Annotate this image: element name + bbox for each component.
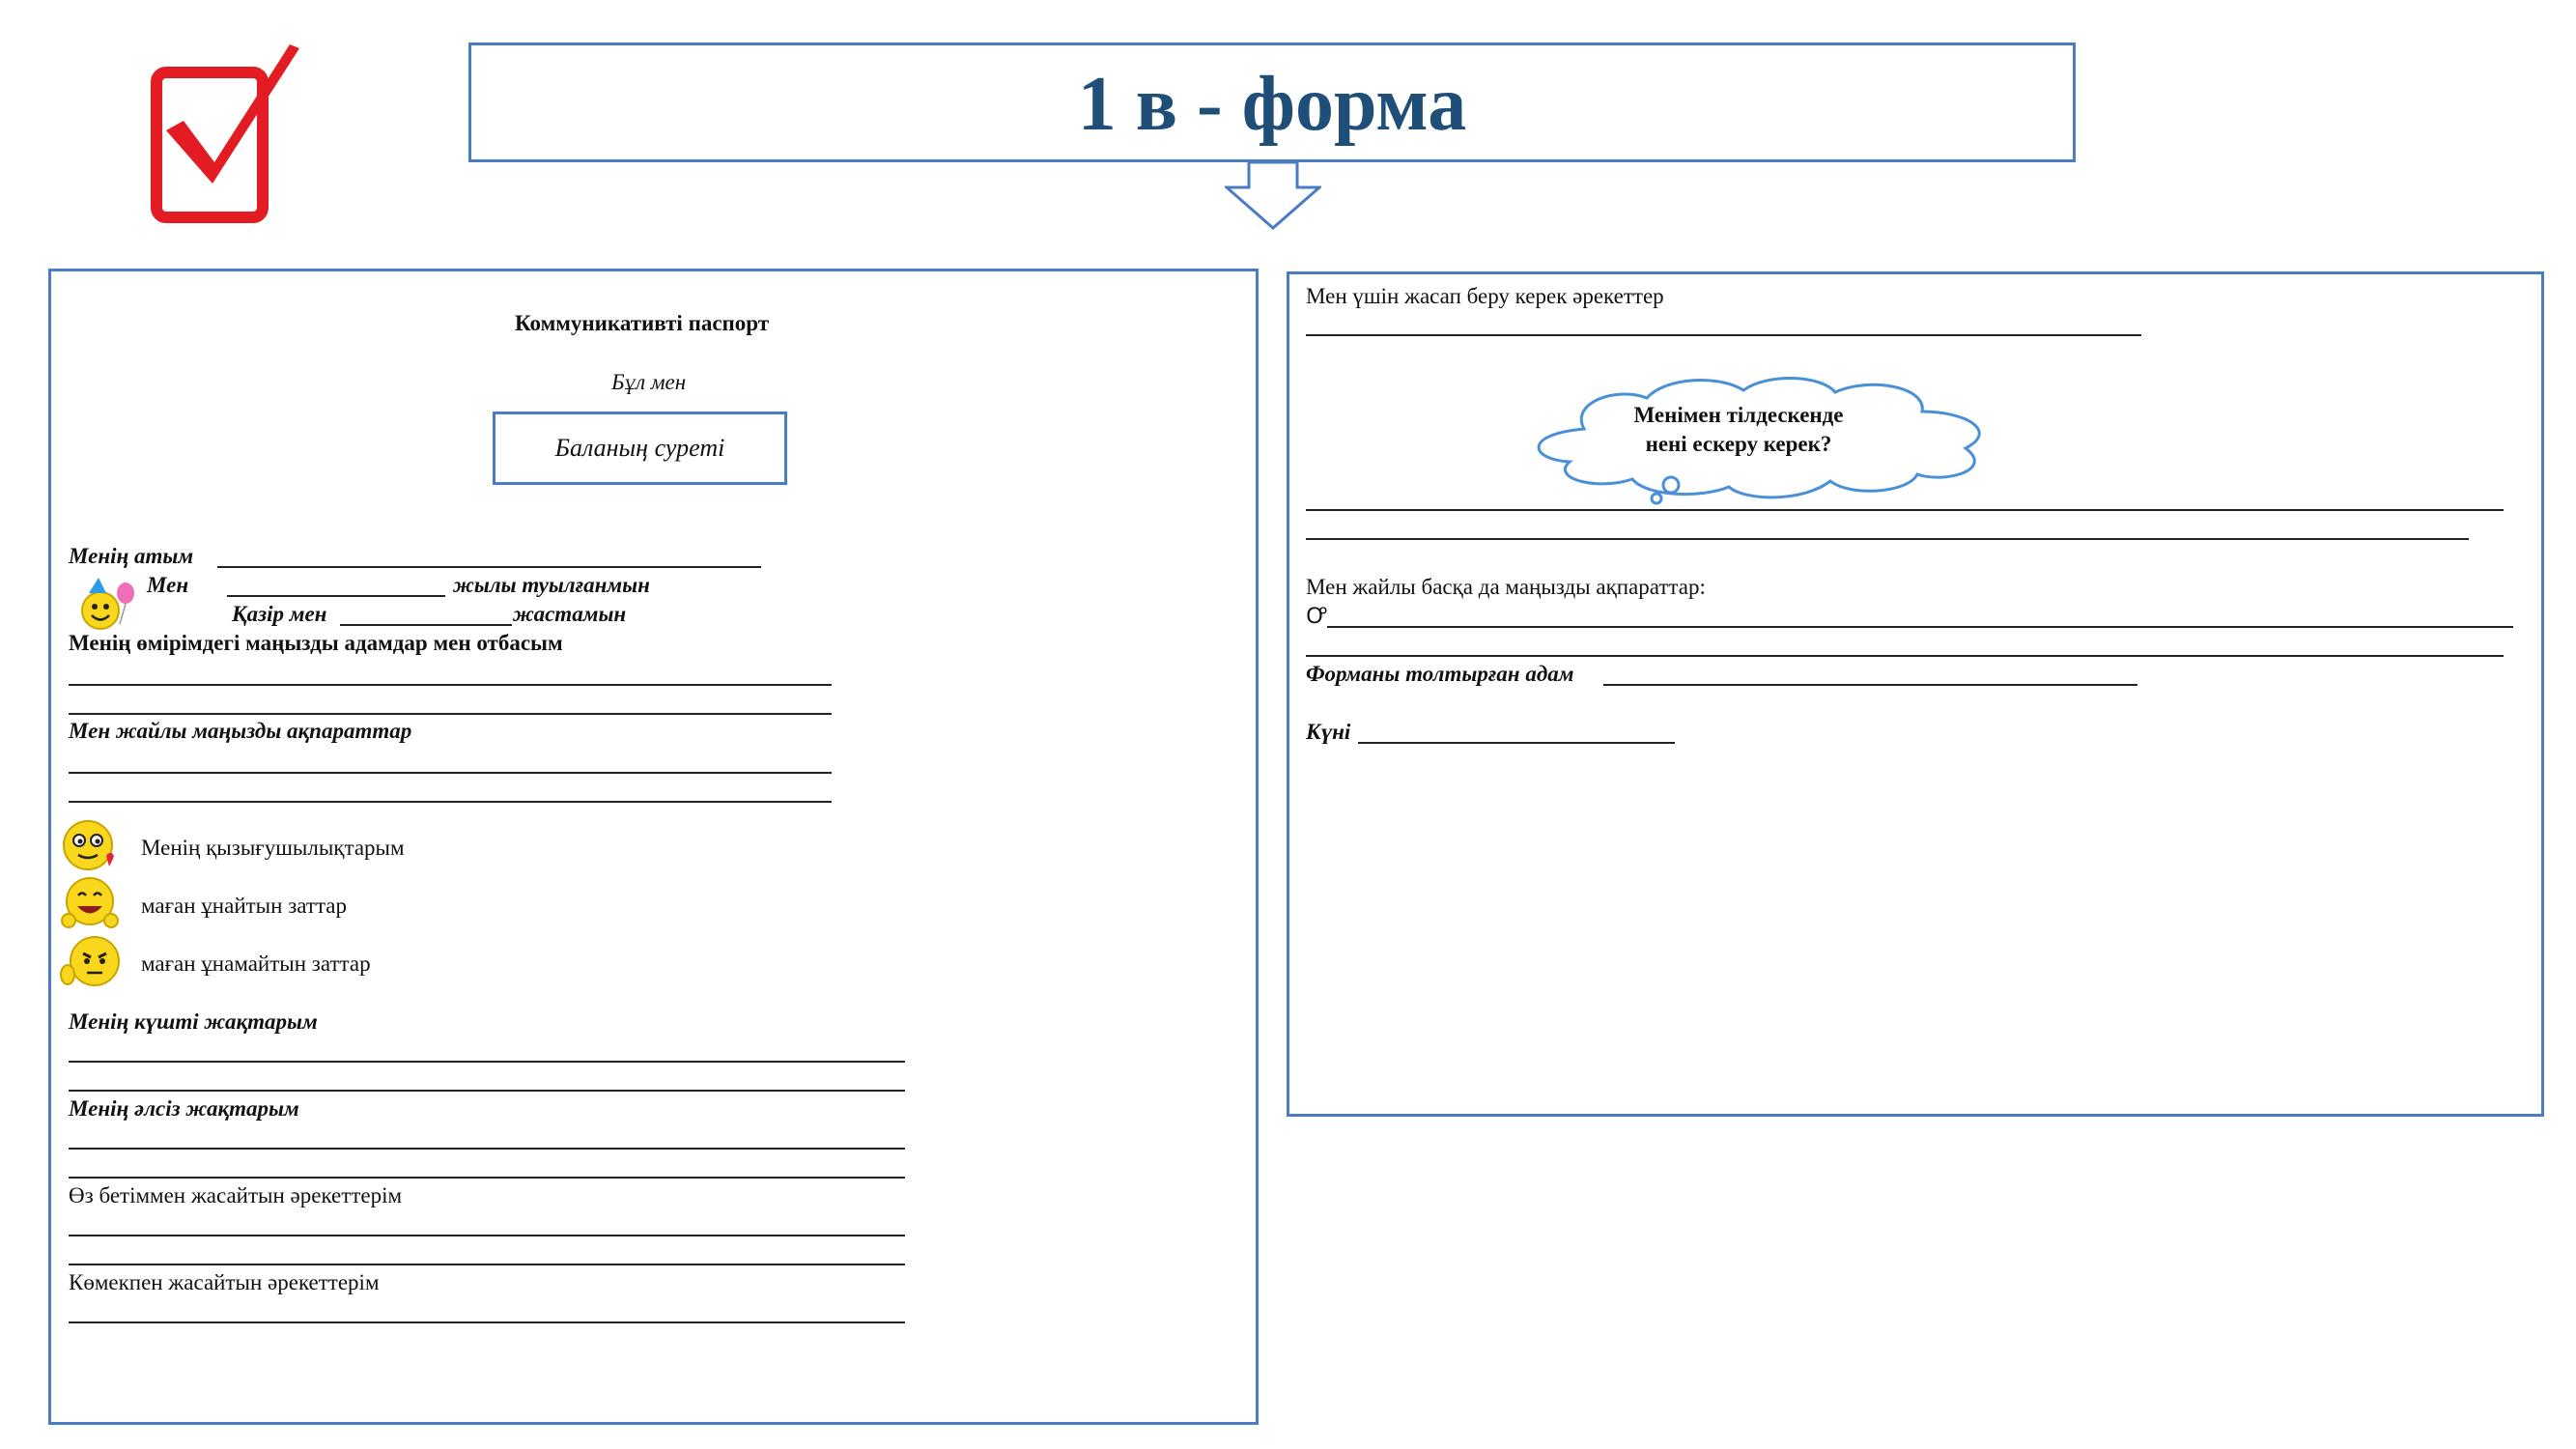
independent-line-1[interactable] bbox=[69, 1235, 905, 1236]
born-suffix: жылы туылғанмын bbox=[453, 573, 650, 597]
date-line[interactable] bbox=[1358, 742, 1675, 744]
filled-by-line[interactable] bbox=[1603, 684, 2137, 686]
age-suffix: жастамын bbox=[513, 602, 627, 626]
likes-label: маған ұнайтын заттар bbox=[141, 894, 347, 918]
family-line-1[interactable] bbox=[69, 684, 832, 686]
weaknesses-line-2[interactable] bbox=[69, 1177, 905, 1179]
name-line[interactable] bbox=[217, 566, 761, 568]
info-label: Мен жайлы маңызды ақпараттар bbox=[69, 719, 412, 743]
happy-emoji-icon bbox=[61, 874, 119, 932]
passport-subheading: Бұл мен bbox=[611, 370, 687, 394]
do-for-me-line[interactable] bbox=[1306, 334, 2141, 336]
age-line[interactable] bbox=[340, 624, 512, 626]
communication-line-2[interactable] bbox=[1306, 538, 2469, 540]
weaknesses-line-1[interactable] bbox=[69, 1148, 905, 1150]
birth-year-line[interactable] bbox=[227, 595, 445, 597]
info-line-2[interactable] bbox=[69, 801, 832, 803]
independent-label: Өз бетіммен жасайтын әрекеттерім bbox=[69, 1183, 403, 1208]
independent-line-2[interactable] bbox=[69, 1264, 905, 1265]
angry-emoji-icon bbox=[58, 932, 122, 990]
down-arrow-icon bbox=[1225, 160, 1321, 230]
dislikes-label: маған ұнамайтын заттар bbox=[141, 952, 371, 976]
other-info-label: Мен жайлы басқа да маңызды ақпараттар: bbox=[1306, 575, 1706, 599]
party-emoji-icon bbox=[75, 576, 137, 632]
assisted-line-1[interactable] bbox=[69, 1321, 905, 1323]
strengths-line-2[interactable] bbox=[69, 1090, 905, 1092]
passport-heading: Коммуникативті паспорт bbox=[515, 311, 770, 335]
date-label: Күні bbox=[1306, 720, 1351, 744]
communication-line-1[interactable] bbox=[1306, 509, 2504, 511]
checkmark-icon bbox=[145, 39, 314, 227]
filled-by-label: Форманы толтырған адам bbox=[1306, 662, 1574, 686]
name-label: Менің атым bbox=[69, 544, 194, 568]
age-prefix: Қазір мен bbox=[232, 602, 327, 626]
strengths-line-1[interactable] bbox=[69, 1061, 905, 1063]
love-emoji-icon bbox=[61, 816, 119, 874]
family-line-2[interactable] bbox=[69, 713, 832, 715]
do-for-me-label: Мен үшін жасап беру керек әрекеттер bbox=[1306, 284, 1664, 308]
strengths-label: Менің күшті жақтарым bbox=[69, 1009, 318, 1034]
weaknesses-label: Менің әлсіз жақтарым bbox=[69, 1096, 299, 1121]
cloud-line-2: нені ескеру керек? bbox=[1645, 432, 1832, 456]
assisted-label: Көмекпен жасайтын әрекеттерім bbox=[69, 1270, 380, 1294]
photo-label: Баланың суреті bbox=[554, 434, 725, 462]
other-info-line-2[interactable] bbox=[1306, 655, 2504, 657]
cloud-line-1: Менімен тілдескенде bbox=[1633, 403, 1844, 427]
other-info-line-1[interactable] bbox=[1327, 626, 2513, 628]
family-label: Менің өмірімдегі маңызды адамдар мен отбасым bbox=[69, 631, 563, 655]
other-info-mark: Ꝍ bbox=[1306, 604, 1327, 628]
born-prefix: Мен bbox=[147, 573, 189, 597]
page-title: 1 в - форма bbox=[1077, 62, 1467, 147]
interests-label: Менің қызығушылықтарым bbox=[141, 836, 405, 860]
info-line-1[interactable] bbox=[69, 772, 832, 774]
